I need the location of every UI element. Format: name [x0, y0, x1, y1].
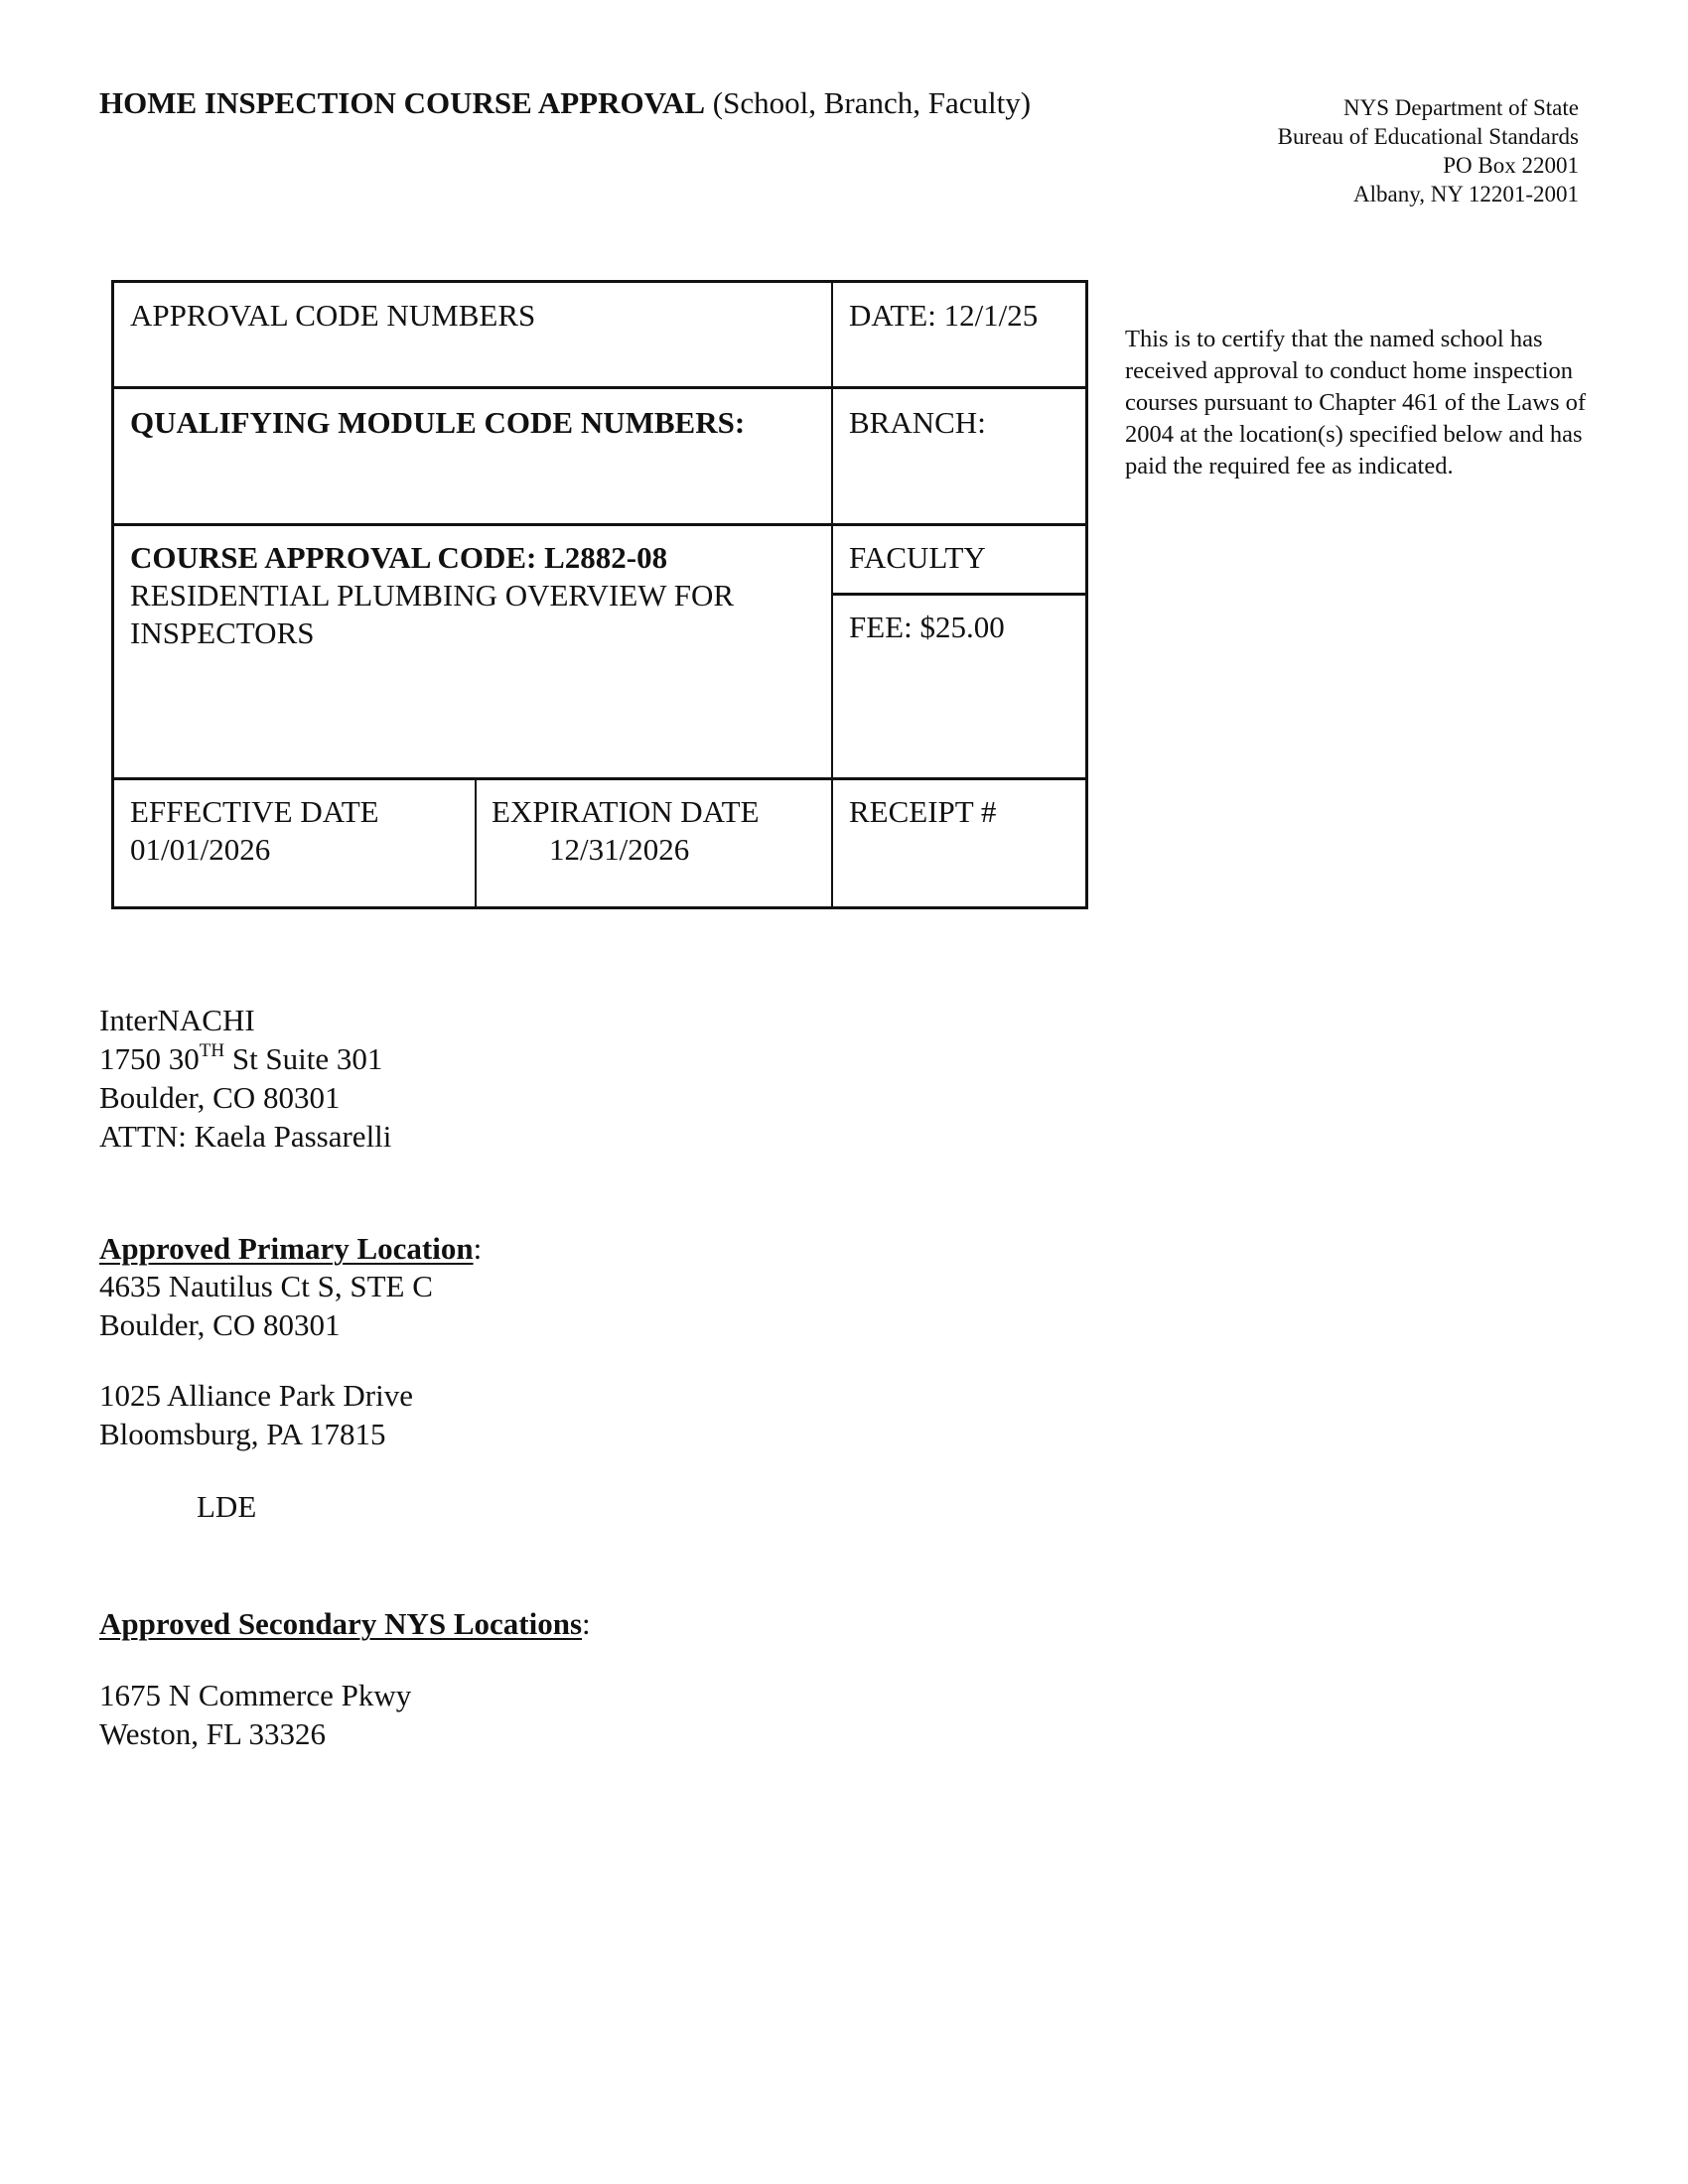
document-title — [99, 85, 1031, 121]
table-divider — [475, 777, 477, 906]
certification-statement: This is to certify that the named school has received approval to conduct home inspection courses pursuant to Chapter 461 of the Laws of 2004 at the location(s) specified below and has paid the required fee as indicated. — [1125, 326, 1587, 479]
primary-address-1 — [99, 1267, 433, 1344]
street-number: 1750 30 — [99, 1041, 200, 1076]
school-name: InterNACHI — [99, 1003, 255, 1037]
table-divider — [831, 593, 1085, 596]
primary-location-heading-text: Approved Primary Location — [99, 1231, 474, 1266]
approval-code-numbers-label: APPROVAL CODE NUMBERS — [130, 298, 536, 333]
agency-line: PO Box 22001 — [1443, 153, 1579, 178]
title-bold: HOME INSPECTION COURSE APPROVAL — [99, 85, 706, 120]
address-line: Bloomsburg, PA 17815 — [99, 1417, 386, 1451]
primary-address-2 — [99, 1376, 413, 1453]
agency-line: NYS Department of State — [1343, 95, 1579, 120]
effective-date-label: EFFECTIVE DATE — [130, 794, 379, 829]
course-approval-code: COURSE APPROVAL CODE: L2882-08 — [130, 540, 668, 575]
effective-date-value: 01/01/2026 — [130, 832, 271, 867]
address-line: 1025 Alliance Park Drive — [99, 1378, 413, 1413]
effective-date-block — [130, 793, 379, 869]
title-suffix: (School, Branch, Faculty) — [705, 85, 1032, 120]
table-divider — [114, 777, 1085, 780]
expiration-date-label: EXPIRATION DATE — [492, 794, 760, 829]
agency-address — [1278, 93, 1579, 208]
secondary-locations-heading: Approved Secondary NYS Locations: — [99, 1606, 591, 1641]
expiration-date-block — [492, 793, 760, 869]
street-rest: St Suite 301 — [224, 1041, 383, 1076]
address-line: 4635 Nautilus Ct S, STE C — [99, 1269, 433, 1303]
date-field: DATE: 12/1/25 — [849, 298, 1039, 333]
table-divider — [114, 523, 1085, 526]
primary-location-heading: Approved Primary Location: — [99, 1231, 483, 1266]
location-note: LDE — [197, 1489, 257, 1524]
secondary-address-1 — [99, 1676, 411, 1753]
address-line: Boulder, CO 80301 — [99, 1307, 341, 1342]
course-approval-block — [130, 539, 815, 652]
street-ordinal: TH — [199, 1040, 225, 1061]
fee-field: FEE: $25.00 — [849, 610, 1005, 644]
school-city: Boulder, CO 80301 — [99, 1080, 341, 1115]
address-line: 1675 N Commerce Pkwy — [99, 1678, 412, 1712]
table-divider — [114, 386, 1085, 389]
agency-line: Bureau of Educational Standards — [1277, 124, 1579, 149]
course-title: RESIDENTIAL PLUMBING OVERVIEW FOR INSPECTORS — [130, 578, 735, 650]
branch-label: BRANCH: — [849, 405, 986, 440]
expiration-date-value: 12/31/2026 — [549, 832, 690, 867]
faculty-label: FACULTY — [849, 540, 986, 575]
qualifying-module-text: QUALIFYING MODULE CODE NUMBERS: — [130, 405, 746, 440]
approval-form-table — [111, 280, 1088, 909]
receipt-label: RECEIPT # — [849, 794, 997, 829]
school-address — [99, 1001, 391, 1156]
secondary-locations-heading-text: Approved Secondary NYS Locations — [99, 1606, 583, 1641]
school-street — [99, 1039, 391, 1078]
qualifying-module-label — [130, 404, 745, 442]
address-line: Weston, FL 33326 — [99, 1716, 326, 1751]
school-attn: ATTN: Kaela Passarelli — [99, 1119, 392, 1154]
agency-line: Albany, NY 12201-2001 — [1353, 182, 1579, 206]
